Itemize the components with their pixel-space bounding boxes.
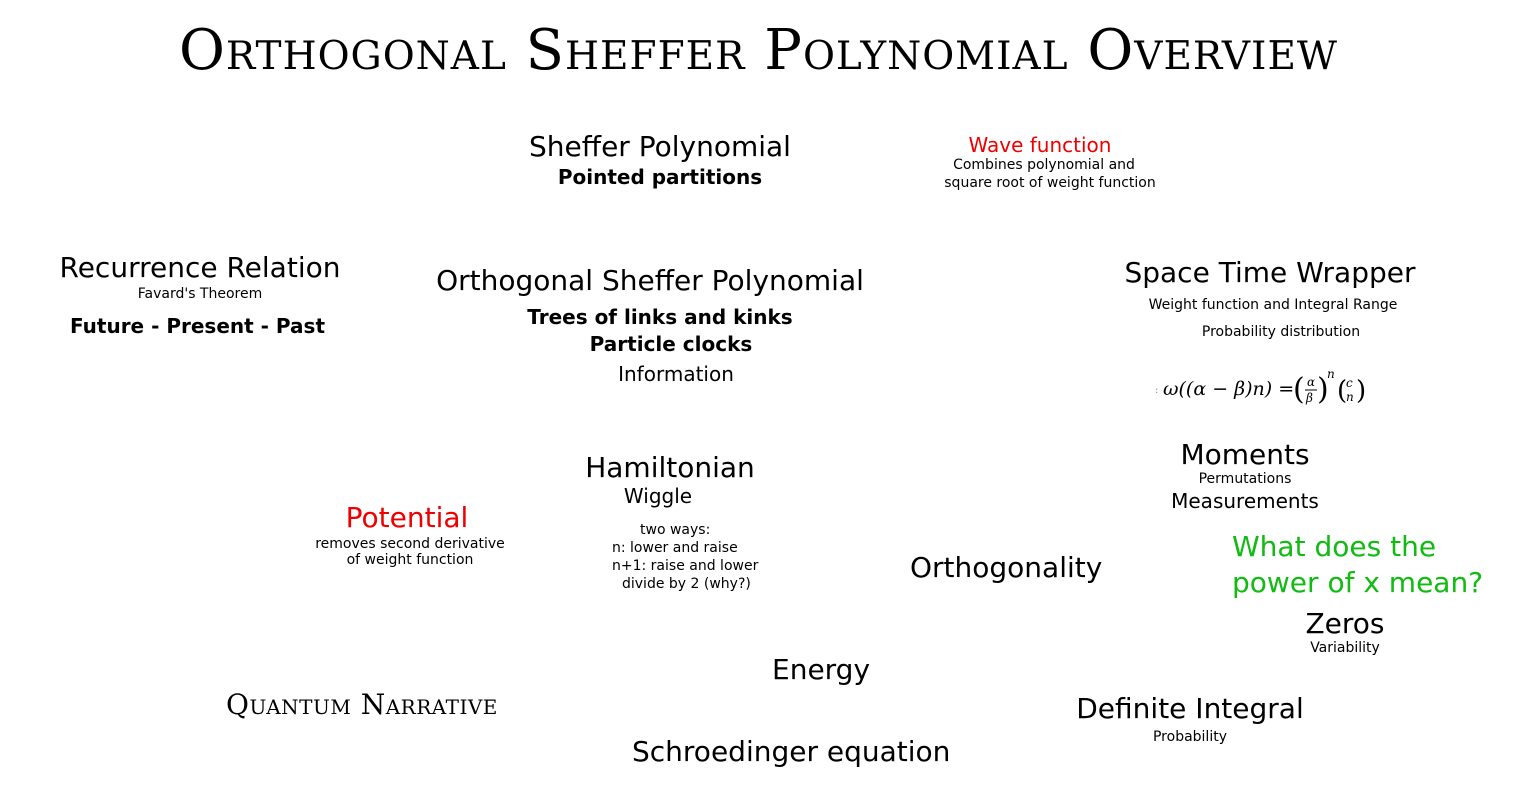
- integral-heading: Definite Integral: [1076, 692, 1304, 725]
- recurrence-sub: Favard's Theorem: [137, 286, 263, 302]
- svg-text:(: (: [1293, 372, 1305, 407]
- moments-sub-2: Measurements: [1171, 489, 1319, 513]
- moments-sub: Permutations: [1198, 471, 1292, 487]
- svg-text:n: n: [1327, 367, 1335, 381]
- hamiltonian-notes: [612, 521, 758, 593]
- sheffer-sub: Pointed partitions: [557, 165, 763, 189]
- spacetime-heading: Space Time Wrapper: [1124, 256, 1416, 289]
- recurrence-heading: Recurrence Relation: [59, 251, 341, 284]
- space-time-wrapper-node: [1110, 256, 1430, 340]
- spacetime-sub-1: Weight function and Integral Range: [1148, 297, 1398, 313]
- orthogonal-sheffer-node: [420, 264, 880, 386]
- hamiltonian-node: [560, 451, 780, 508]
- hamiltonian-line-4: divide by 2 (why?): [622, 576, 751, 592]
- svg-text:ω((α − β)n) =: ω((α − β)n) =: [1163, 378, 1295, 400]
- osp-bold-2: Particle clocks: [589, 332, 753, 356]
- moments-heading: Moments: [1180, 438, 1310, 471]
- recurrence-bold: Future - Present - Past: [69, 314, 326, 338]
- definite-integral-node: [1060, 692, 1320, 745]
- recurrence-relation-node: [50, 251, 350, 338]
- energy-node: Energy: [772, 653, 871, 686]
- svg-text::: :: [1155, 385, 1159, 396]
- quantum-narrative-title: Quantum Narrative: [226, 688, 498, 721]
- osp-sub: Information: [618, 362, 734, 386]
- potential-heading: Potential: [345, 501, 469, 534]
- hamiltonian-heading: Hamiltonian: [585, 451, 755, 484]
- potential-line-1: removes second derivative: [315, 536, 505, 552]
- svg-text:c: c: [1346, 376, 1353, 390]
- svg-text:β: β: [1306, 391, 1313, 405]
- question-line-1: What does the: [1232, 530, 1437, 563]
- svg-text:): ): [1317, 372, 1329, 407]
- zeros-node: [1265, 607, 1425, 656]
- svg-text:α: α: [1307, 375, 1316, 389]
- zeros-heading: Zeros: [1305, 607, 1385, 640]
- svg-text:): ): [1356, 376, 1367, 406]
- schroedinger-node: Schroedinger equation: [632, 735, 951, 768]
- sheffer-polynomial-node: [510, 130, 810, 189]
- wave-line-2: square root of weight function: [944, 175, 1156, 191]
- hamiltonian-line-2: n: lower and raise: [612, 540, 738, 556]
- spacetime-sub-2: Probability distribution: [1201, 324, 1361, 340]
- orthogonality-node: Orthogonality: [910, 551, 1103, 584]
- potential-line-2: of weight function: [346, 552, 474, 568]
- potential-node: [290, 501, 530, 568]
- svg-text:n: n: [1346, 390, 1354, 404]
- osp-bold-1: Trees of links and kinks: [527, 305, 793, 329]
- hamiltonian-line-1: two ways:: [640, 522, 711, 538]
- page-title: Orthogonal Sheffer Polynomial Overview: [178, 18, 1339, 83]
- zeros-sub: Variability: [1310, 640, 1380, 656]
- osp-heading: Orthogonal Sheffer Polynomial: [436, 264, 864, 297]
- formula-graphic: [1155, 366, 1375, 410]
- sheffer-heading: Sheffer Polynomial: [529, 130, 791, 163]
- svg-text:(: (: [1337, 376, 1348, 406]
- power-of-x-question: [1232, 529, 1483, 601]
- question-line-2: power of x mean?: [1232, 566, 1484, 599]
- hamiltonian-sub: Wiggle: [623, 484, 693, 508]
- wave-heading: Wave function: [968, 133, 1112, 157]
- weight-formula: [1155, 366, 1375, 410]
- hamiltonian-line-3: n+1: raise and lower: [612, 558, 759, 574]
- wave-function-node: [910, 133, 1190, 191]
- wave-line-1: Combines polynomial and: [953, 157, 1135, 173]
- moments-node: [1130, 438, 1360, 513]
- integral-sub: Probability: [1152, 729, 1227, 745]
